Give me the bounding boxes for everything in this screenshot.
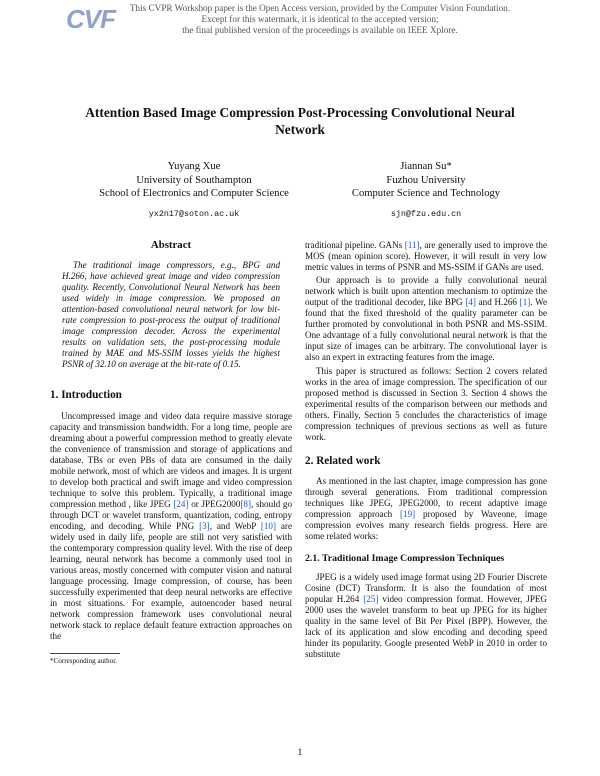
author-block-1: [78, 160, 310, 221]
author-affiliation: University of Southampton: [136, 174, 252, 186]
author-affiliation: Fuzhou University: [386, 174, 466, 186]
citation-link[interactable]: [25]: [363, 594, 379, 605]
watermark-line: the final published version of the proceedings is available on IEEE Xplore.: [182, 25, 458, 35]
body-paragraph: As mentioned in the last chapter, image compression has gone through several generations. From traditional compression techniques like JPEG, JPEG2000, to recent adaptive image compression approach [19] proposed by Waveone, image compression evolves many research fields progress. Here are some related works:: [305, 475, 547, 542]
citation-link[interactable]: [24]: [173, 498, 189, 509]
citation-link[interactable]: [3]: [199, 520, 210, 531]
author-name: Yuyang Xue: [167, 161, 221, 172]
citation-link[interactable]: [4]: [465, 297, 476, 308]
subsection-heading: 2.1. Traditional Image Compression Techniques: [305, 553, 505, 565]
body-paragraph: JPEG is a widely used image format using 2D Fourier Discrete Cosine (DCT) Transform. It is also the foundation of most popular H.264 [25] video compression format. However, JPEG 2000 uses the wavelet transform to beat up JPEG for its higher quality in the same level of Bit Per Pixel (BPP). However, the lack of its application and slow encoding and decoding speed hinder its popularity. Google presented WebP in 2010 in order to substitute: [305, 572, 547, 660]
author-name: Jiannan Su*: [400, 161, 452, 172]
page-number: 1: [297, 747, 303, 758]
author-block-2: [318, 160, 534, 221]
citation-link[interactable]: [10]: [260, 520, 276, 531]
watermark-line: Except for this watermark, it is identical to the accepted version;: [201, 14, 439, 24]
intro-paragraph: Uncompressed image and video data require massive storage capacity and transmission bandwidth. For a long time, people are dreaming about a powerful compression method to greatly elevate the convenience of transmission and storage of applications and database. TBs or even PBs of data are consumed in the daily mobile network, most of which are videos and images. It is urgent to develop both practical and swift image and video compression technique to solve this problem. Typically, a traditional image compression method , like JPEG [24] or JPEG2000[8], should go through DCT or wavelet transform, quantization, coding, entropy encoding, and decoding. While PNG [3], and WebP [10] are widely used in daily life, people are still not very satisfied with the contemporary compression quality level. With the rise of deep learning, neural network has become a commonly used tool in various areas, mostly concerned with computer vision and natural language processing. Image compression, of course, has been successfully experimented that deep neural networks are effective in most situations. For example, autoencoder based neural network compression framework uses convolutional neural network stack to replace default feature extraction approaches on the: [50, 410, 292, 642]
body-paragraph: This paper is structured as follows: Section 2 covers related works in the area of image compression. The specification of our proposed method is discussed in Section 3. Section 4 shows the experimental results of the comparison between our methods and others. Finally, Section 5 concludes the characteristics of image compression techniques of previous sections as well as future work.: [305, 365, 547, 442]
author-email: yx2n17@soton.ac.uk: [148, 208, 240, 219]
cvf-logo-icon: CVF: [66, 4, 115, 34]
citation-link[interactable]: [19]: [400, 508, 416, 519]
cvf-watermark: [0, 0, 600, 44]
watermark-text: [110, 3, 530, 36]
citation-link[interactable]: [1]: [519, 297, 531, 308]
section-heading-introduction: 1. Introduction: [50, 388, 122, 401]
body-paragraph: traditional pipeline. GANs [11], are generally used to improve the MOS (mean opinion score). However, it will result in very low metric values in terms of PSNR and MS-SSIM if GANs are used.: [305, 240, 547, 273]
abstract-heading: Abstract: [150, 239, 192, 251]
paper-title: Attention Based Image Compression Post-Processing Convolutional Neural Network: [85, 105, 515, 137]
abstract-text: The traditional image compressors, e.g., BPG and H.266, have achieved great image and video compression quality. Recently, Convolutional Neural Network has been used widely in image compression. We proposed an attention-based convolutional neural network for low bit-rate compression to post-process the output of traditional image compression decoder. Across the experimental results on validation sets, the post-processing module trained by MAE and MS-SSIM losses yields the highest PSNR of 32.10 on average at the bit-rate of 0.15.: [62, 260, 280, 370]
author-department: Computer Science and Technology: [351, 188, 501, 199]
body-paragraph: Our approach is to provide a fully convolutional neural network which is built upon attention mechanism to optimize the output of the traditional decoder, like BPG [4] and H.266 [1]. We found that the fixed threshold of the quality parameter can be further promoted by convolutional in both PSNR and MS-SSIM. One advantage of a fully convolutional neural network is that the input size of images can be arbitrary. The convolutional layer is also an expert in extracting features from the image.: [305, 275, 547, 363]
footnote: *Corresponding author.: [50, 657, 117, 665]
citation-link[interactable]: [11]: [404, 240, 420, 250]
watermark-line: This CVPR Workshop paper is the Open Access version, provided by the Computer Vision Foundation.: [129, 3, 511, 13]
right-column: [305, 240, 547, 661]
citation-link[interactable]: [8]: [240, 498, 251, 509]
author-department: School of Electronics and Computer Science: [99, 188, 289, 199]
footnote-rule: [50, 653, 120, 654]
left-column: [50, 240, 292, 643]
author-email: sjn@fzu.edu.cn: [390, 208, 462, 219]
section-heading-related-work: 2. Related work: [305, 454, 381, 467]
